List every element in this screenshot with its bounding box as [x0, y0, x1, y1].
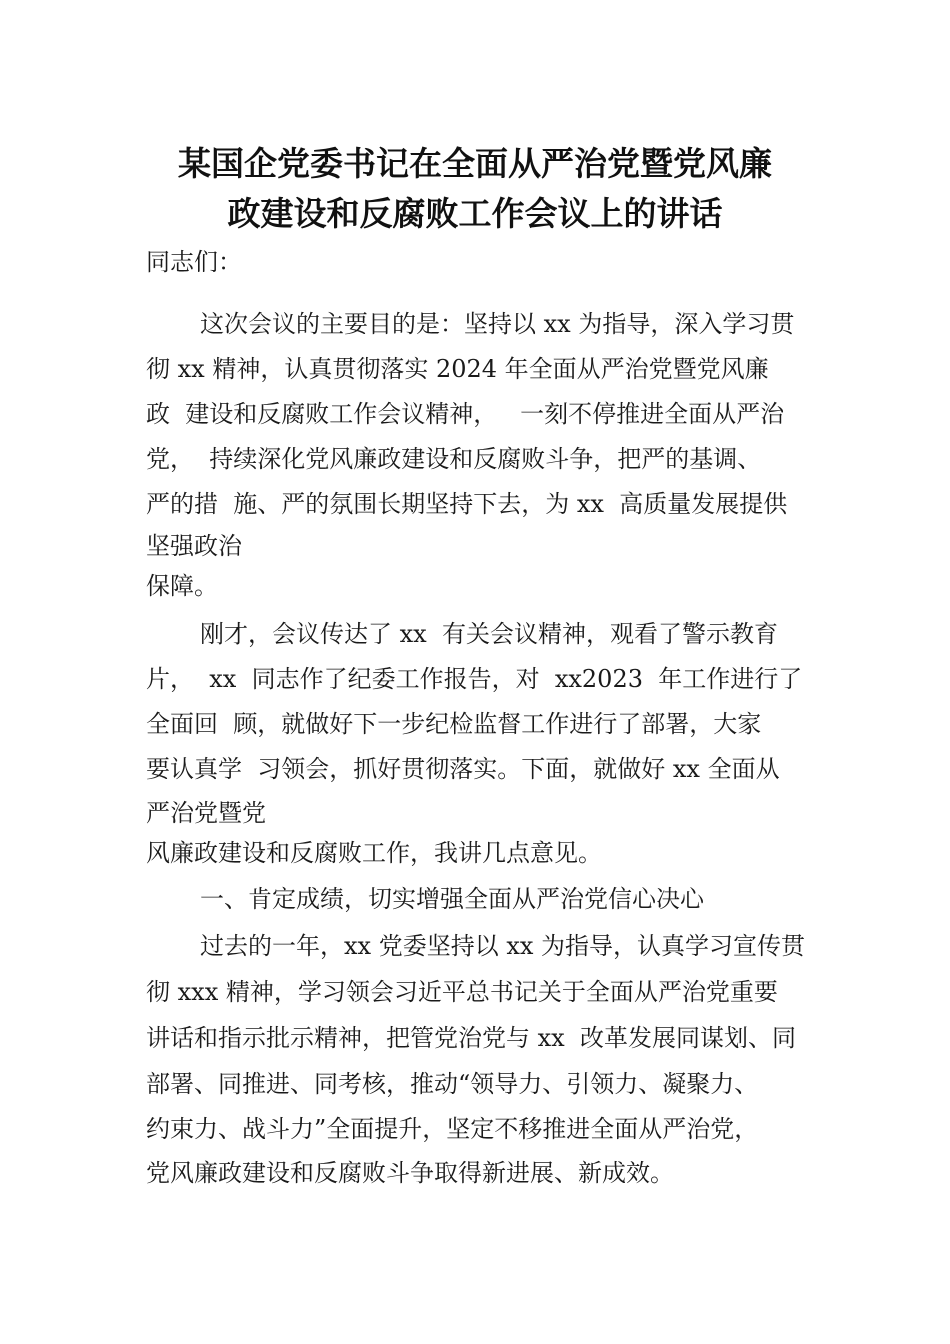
paragraph-line: 严的措 施、严的氛围长期坚持下去，为 xx 高质量发展提供	[146, 490, 788, 518]
paragraph-line: 片， xx 同志作了纪委工作报告，对 xx2023 年工作进行了	[146, 665, 803, 693]
paragraph-line: 部署、同推进、同考核，推动“领导力、引领力、凝聚力、	[146, 1070, 759, 1098]
title-line-2: 政建设和反腐败工作会议上的讲话	[227, 194, 723, 233]
paragraph-line: 讲话和指示批示精神，把管党治党与 xx 改革发展同谋划、同	[146, 1024, 796, 1052]
paragraph-line: 约束力、战斗力”全面提升，坚定不移推进全面从严治党，	[146, 1115, 759, 1143]
section-heading: 一、肯定成绩，切实增强全面从严治党信心决心	[200, 885, 704, 913]
paragraph-line: 全面回 顾，就做好下一步纪检监督工作进行了部署，大家	[146, 710, 762, 738]
paragraph-line: 严治党暨党	[146, 799, 266, 827]
title-line-1: 某国企党委书记在全面从严治党暨党风廉	[178, 144, 772, 183]
paragraph-line: 党， 持续深化党风廉政建设和反腐败斗争，把严的基调、	[146, 445, 762, 473]
salutation: 同志们：	[146, 248, 242, 276]
paragraph-line: 保障。	[146, 572, 218, 600]
paragraph-line: 风廉政建设和反腐败工作，我讲几点意见。	[146, 839, 602, 867]
paragraph-line: 彻 xx 精神，认真贯彻落实 2024 年全面从严治党暨党风廉	[146, 355, 769, 383]
paragraph-line: 刚才，会议传达了 xx 有关会议精神，观看了警示教育	[200, 620, 778, 648]
paragraph-line: 党风廉政建设和反腐败斗争取得新进展、新成效。	[146, 1159, 674, 1187]
paragraph-line: 要认真学 习领会，抓好贯彻落实。下面，就做好 xx 全面从	[146, 755, 780, 783]
paragraph-line: 政 建设和反腐败工作会议精神， 一刻不停推进全面从严治	[146, 400, 785, 428]
paragraph-line: 过去的一年，xx 党委坚持以 xx 为指导，认真学习宣传贯	[200, 932, 806, 960]
paragraph-line: 坚强政治	[146, 532, 242, 560]
paragraph-line: 这次会议的主要目的是：坚持以 xx 为指导，深入学习贯	[200, 310, 795, 338]
paragraph-line: 彻 xxx 精神，学习领会习近平总书记关于全面从严治党重要	[146, 978, 778, 1006]
